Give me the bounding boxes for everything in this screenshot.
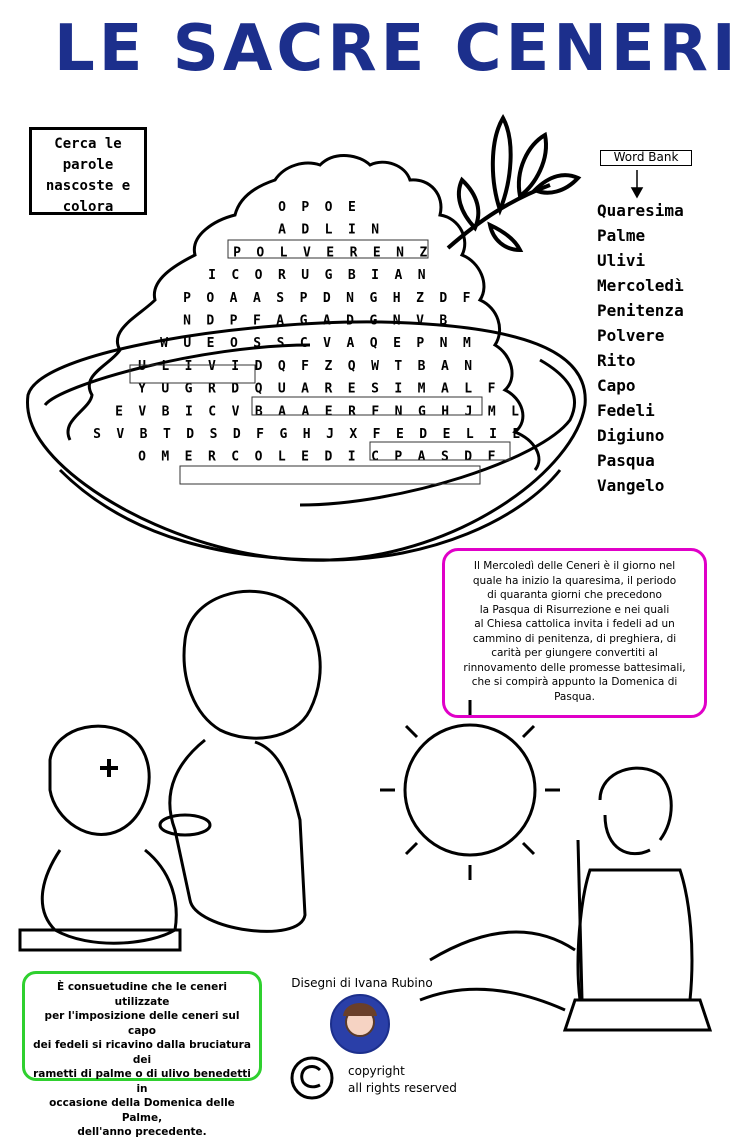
word-bank-item: Fedeli [597,401,655,420]
word-bank-label: Word Bank [600,150,692,166]
puzzle-letter[interactable]: U [183,336,192,352]
puzzle-letter[interactable]: I [208,268,216,284]
ashes-note-box [22,971,262,1138]
puzzle-letter[interactable]: A [276,313,285,329]
puzzle-letter[interactable]: N [394,404,403,420]
word-bank-item: Rito [597,351,636,370]
puzzle-letter[interactable]: B [347,268,356,284]
info-line: carità per giungere convertiti al [491,647,658,659]
puzzle-letter[interactable]: I [184,358,193,374]
puzzle-letter[interactable]: P [233,245,241,261]
puzzle-letter[interactable]: D [206,313,215,329]
puzzle-letter[interactable]: R [348,404,356,420]
puzzle-letter[interactable]: C [299,336,308,352]
puzzle-letter[interactable]: B [439,313,448,329]
puzzle-letter[interactable]: M [487,404,496,420]
puzzle-letter[interactable]: S [276,336,285,352]
puzzle-letter[interactable]: M [161,449,170,465]
puzzle-row [138,450,496,465]
puzzle-letter[interactable]: A [394,268,403,284]
puzzle-letter[interactable]: B [139,427,148,442]
instructions-line: nascoste e [45,178,131,194]
puzzle-letter[interactable]: E [324,404,333,420]
puzzle-letter[interactable]: O [324,200,333,215]
puzzle-letter[interactable]: V [116,427,125,442]
puzzle-letter[interactable]: I [371,268,380,284]
puzzle-letter[interactable]: A [252,290,261,306]
puzzle-letter[interactable]: E [206,336,215,352]
puzzle-letter[interactable]: P [229,313,238,329]
puzzle-letter[interactable]: N [371,222,380,238]
word-bank-item: Pasqua [597,451,655,470]
puzzle-letter[interactable]: V [323,336,332,352]
note-line: per l'imposizione delle ceneri sul capo [44,1010,240,1037]
puzzle-letter[interactable]: H [302,427,311,442]
puzzle-letter[interactable]: D [186,427,195,442]
puzzle-letter[interactable]: U [277,381,286,397]
instructions-line: Cerca le [54,136,122,152]
puzzle-letter[interactable]: E [301,449,310,465]
puzzle-letter[interactable]: G [324,268,333,284]
word-bank-item: Penitenza [597,301,684,320]
puzzle-letter[interactable]: B [254,404,263,420]
puzzle-letter[interactable]: L [324,222,333,238]
info-line: quale ha inizio la quaresima, il periodo [472,574,677,587]
puzzle-letter[interactable]: X [349,427,358,442]
puzzle-letter[interactable]: E [512,427,521,442]
puzzle-row [138,359,472,374]
puzzle-letter[interactable]: A [278,222,286,238]
ash-wednesday-info-box [442,548,707,718]
puzzle-letter[interactable]: L [161,358,170,374]
puzzle-letter[interactable]: R [277,268,286,284]
puzzle-letter[interactable]: D [231,381,240,397]
copyright-text: copyright [348,1064,405,1078]
puzzle-letter[interactable]: P [301,200,310,215]
puzzle-row [93,427,520,442]
note-line: dei fedeli si ricavino dalla bruciatura dei [33,1039,251,1066]
puzzle-letter[interactable]: P [183,290,191,306]
puzzle-letter[interactable]: Q [277,358,286,374]
info-line: che si compirà appunto la Domenica di [471,676,678,688]
puzzle-letter[interactable]: D [322,290,331,306]
word-bank-item: Ulivi [597,251,646,270]
puzzle-letter[interactable]: E [326,245,335,261]
puzzle-letter[interactable]: L [464,381,473,397]
found-word-outline [180,466,480,484]
puzzle-letter[interactable]: C [231,268,240,284]
puzzle-letter[interactable]: A [440,358,449,374]
puzzle-letter[interactable]: E [395,427,404,442]
puzzle-letter[interactable]: A [301,381,310,397]
puzzle-letter[interactable]: D [346,313,355,329]
puzzle-letter[interactable]: G [184,381,193,397]
puzzle-letter[interactable]: A [346,336,355,352]
puzzle-letter[interactable]: G [299,313,308,329]
puzzle-letter[interactable]: L [465,427,474,442]
puzzle-letter[interactable]: O [254,449,263,465]
puzzle-letter[interactable]: N [392,313,401,329]
puzzle-letter[interactable]: R [207,381,216,397]
puzzle-letter[interactable]: P [299,290,308,306]
word-bank-item: Digiuno [597,426,665,445]
puzzle-letter[interactable]: A [278,404,287,420]
puzzle-letter[interactable]: F [372,427,381,442]
puzzle-letter[interactable]: F [301,358,310,374]
puzzle-letter[interactable]: R [349,245,358,261]
puzzle-row [115,404,519,419]
word-bank-item: Quaresima [597,201,684,220]
puzzle-letter[interactable]: V [231,404,240,420]
puzzle-letter[interactable]: Z [324,358,333,374]
puzzle-letter[interactable]: N [439,336,448,352]
puzzle-letter[interactable]: I [184,404,193,420]
puzzle-letter[interactable]: E [372,245,381,261]
word-bank-item: Palme [597,226,646,245]
page-title: LE SACRE CENERI [54,12,740,86]
puzzle-letter[interactable]: D [419,427,428,442]
puzzle-row [278,200,356,215]
puzzle-row [278,223,379,238]
info-line: cammino di penitenza, di preghiera, di [472,632,677,645]
puzzle-letter[interactable]: O [256,245,265,261]
puzzle-letter[interactable]: E [115,404,123,420]
puzzle-letter[interactable]: H [441,404,450,420]
puzzle-letter[interactable]: V [302,245,311,261]
puzzle-letter[interactable]: Y [138,381,146,397]
puzzle-letter[interactable]: F [487,449,496,465]
puzzle-letter[interactable]: V [416,313,424,329]
puzzle-letter[interactable]: E [347,381,356,397]
puzzle-letter[interactable]: O [206,290,215,306]
note-line: rametti di palme o di ulivo benedetti in [33,1068,251,1095]
puzzle-letter[interactable]: D [324,449,333,465]
puzzle-letter[interactable]: E [393,336,401,352]
puzzle-letter[interactable]: E [184,449,193,465]
puzzle-letter[interactable]: N [183,313,191,329]
puzzle-letter[interactable]: D [439,290,448,306]
puzzle-letter[interactable]: B [417,358,426,374]
puzzle-letter[interactable]: J [326,427,334,442]
puzzle-letter[interactable]: I [231,358,240,374]
puzzle-letter[interactable]: L [511,404,520,420]
puzzle-letter[interactable]: D [464,449,473,465]
puzzle-letter[interactable]: U [161,381,170,397]
instructions-box [29,127,147,215]
puzzle-letter[interactable]: N [464,358,473,374]
puzzle-letter[interactable]: F [462,290,471,306]
rights-text: all rights reserved [348,1081,457,1095]
instructions-line: parole [62,157,114,173]
word-bank-item: Capo [597,376,636,395]
puzzle-letter[interactable]: Q [369,336,378,352]
word-bank-item: Polvere [597,326,665,345]
word-bank-list [597,198,684,498]
puzzle-letter[interactable]: A [417,449,426,465]
puzzle-row [138,382,496,397]
puzzle-letter[interactable]: I [489,427,498,442]
puzzle-letter[interactable]: A [301,404,310,420]
info-line: Pasqua. [554,690,595,703]
author-credit: Disegni di Ivana Rubino [291,976,433,990]
puzzle-letter[interactable]: R [324,381,333,397]
puzzle-letter[interactable]: V [138,404,147,420]
puzzle-letter[interactable]: I [347,222,356,238]
puzzle-letter[interactable]: L [277,449,286,465]
puzzle-letter[interactable]: P [416,336,425,352]
note-line: occasione della Domenica delle Palme, [49,1097,235,1124]
puzzle-letter[interactable]: N [346,290,355,306]
puzzle-letter[interactable]: L [279,245,288,261]
puzzle-letter[interactable]: Z [416,290,424,306]
puzzle-letter[interactable]: F [256,427,265,442]
info-line: al Chiesa cattolica invita i fedeli ad un [474,618,675,630]
puzzle-letter[interactable]: F [487,381,496,397]
puzzle-letter[interactable]: S [253,336,262,352]
puzzle-letter[interactable]: S [209,427,218,442]
info-line: Il Mercoledì delle Ceneri è il giorno nel [473,560,676,572]
info-line: rinnovamento delle promesse battesimali, [463,661,686,674]
puzzle-letter[interactable]: W [371,358,379,374]
puzzle-letter[interactable]: G [369,313,378,329]
puzzle-letter[interactable]: H [392,290,401,306]
puzzle-letter[interactable]: R [207,449,216,465]
puzzle-letter[interactable]: S [440,449,449,465]
puzzle-letter[interactable]: F [371,404,380,420]
puzzle-letter[interactable]: D [254,358,263,374]
info-line: di quaranta giorni che precedono [487,589,662,601]
puzzle-letter[interactable]: T [162,427,171,442]
puzzle-letter[interactable]: S [371,381,379,397]
puzzle-letter[interactable]: A [229,290,238,306]
puzzle-letter[interactable]: D [232,427,241,442]
puzzle-letter[interactable]: G [417,404,426,420]
puzzle-letter[interactable]: G [279,427,288,442]
puzzle-letter[interactable]: U [301,268,310,284]
instructions-line: colora [62,199,114,215]
word-bank-item: Mercoledì [597,276,684,295]
puzzle-letter[interactable]: I [394,381,403,397]
puzzle-letter[interactable]: Q [254,381,263,397]
note-line: dell'anno precedente. [77,1126,207,1138]
puzzle-letter[interactable]: B [161,404,170,420]
puzzle-row [160,336,471,351]
puzzle-letter[interactable]: M [417,381,426,397]
puzzle-letter[interactable]: O [254,268,263,284]
puzzle-letter[interactable]: A [440,381,449,397]
puzzle-letter[interactable]: N [396,245,405,261]
puzzle-letter[interactable]: S [276,290,285,306]
puzzle-letter[interactable]: S [93,427,101,442]
word-bank-item: Vangelo [597,476,665,495]
puzzle-letter[interactable]: T [394,358,403,374]
puzzle-row [183,291,471,306]
puzzle-letter[interactable]: N [417,268,426,284]
puzzle-letter[interactable]: F [252,313,261,329]
puzzle-letter[interactable]: A [322,313,331,329]
puzzle-letter[interactable]: V [207,358,216,374]
puzzle-letter[interactable]: C [208,404,217,420]
puzzle-letter[interactable]: O [278,200,286,215]
puzzle-letter[interactable]: U [138,358,146,374]
puzzle-letter[interactable]: I [347,449,356,465]
puzzle-letter[interactable]: D [301,222,310,238]
puzzle-letter[interactable]: Z [419,245,428,261]
puzzle-letter[interactable]: Q [347,358,356,374]
puzzle-letter[interactable]: E [347,200,356,215]
puzzle-letter[interactable]: G [369,290,378,306]
note-line: È consuetudine che le ceneri utilizzate [56,981,228,1008]
info-line: la Pasqua di Risurrezione e nei quali [479,603,670,616]
puzzle-letter[interactable]: C [371,449,379,465]
puzzle-letter[interactable]: M [462,336,471,352]
puzzle-letter[interactable]: O [138,449,146,465]
puzzle-letter[interactable]: O [229,336,238,352]
puzzle-letter[interactable]: C [231,449,240,465]
puzzle-row [208,268,426,283]
puzzle-letter[interactable]: W [160,336,168,352]
puzzle-letter[interactable]: J [464,404,473,420]
puzzle-letter[interactable]: E [442,427,451,442]
puzzle-letter[interactable]: P [394,449,403,465]
puzzle-row [183,314,447,329]
